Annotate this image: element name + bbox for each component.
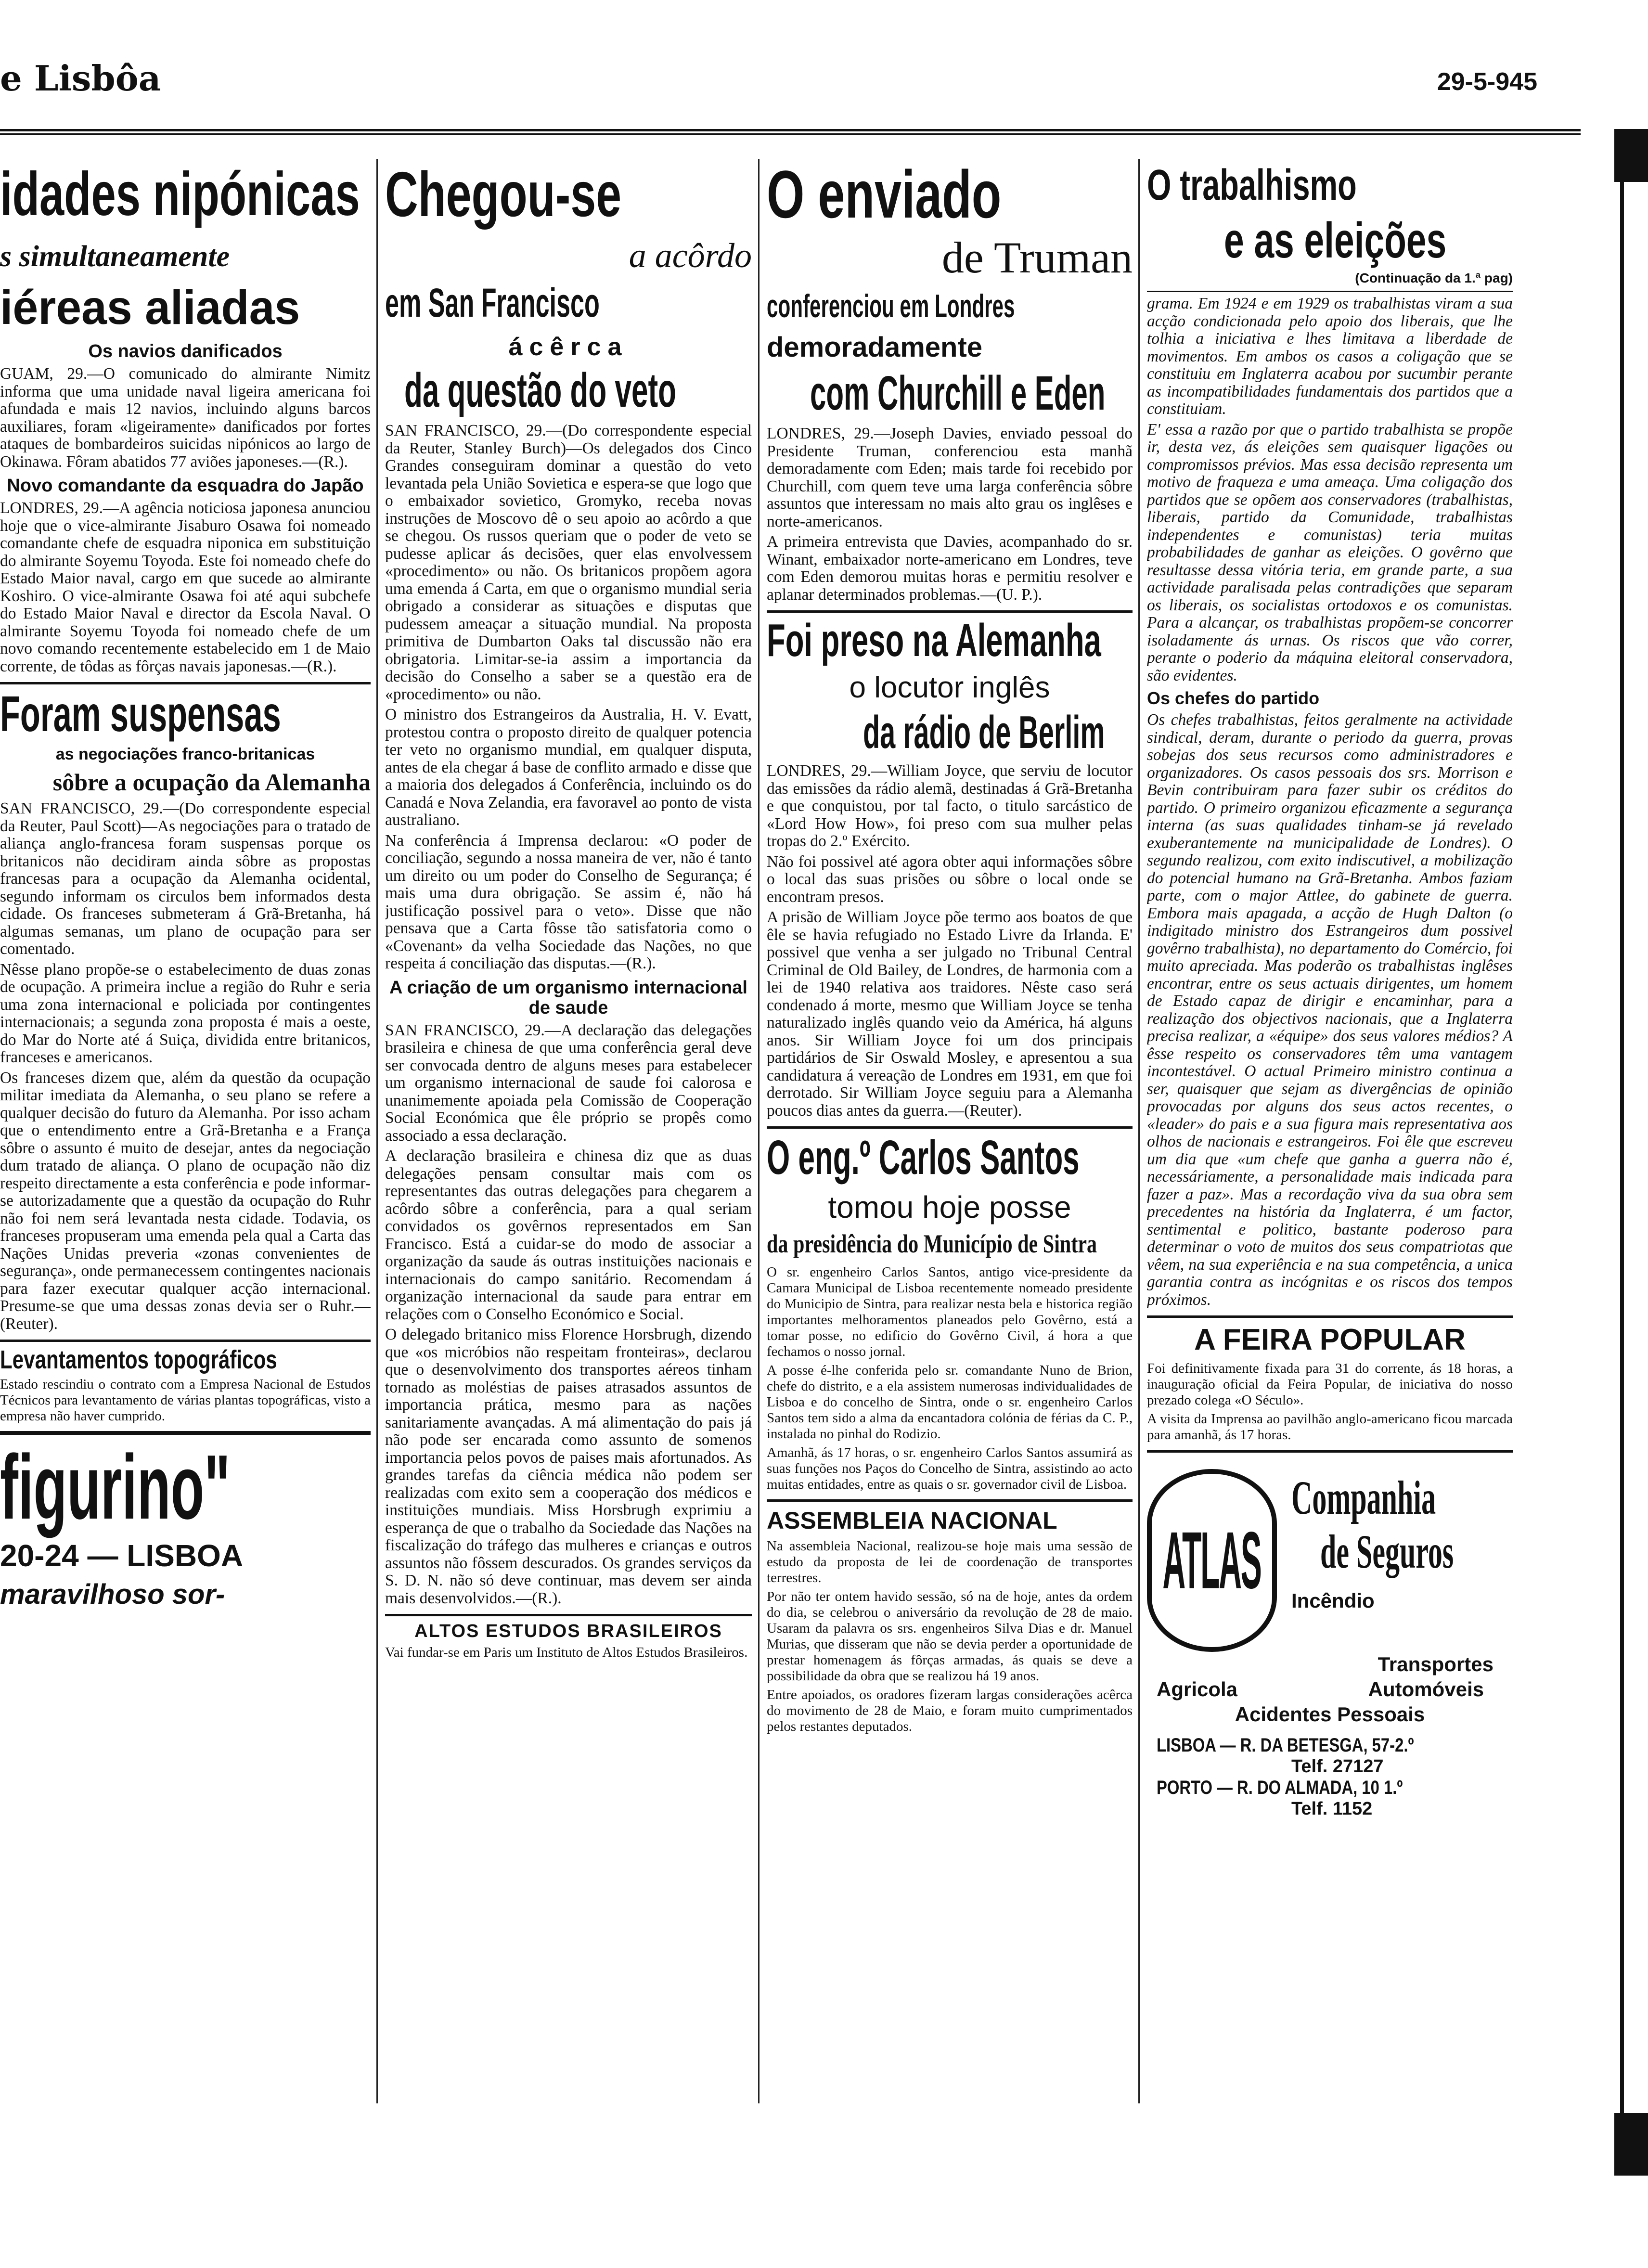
- top-rule: [0, 129, 1581, 135]
- col1-subhead-4: sôbre a ocupação da Alemanha: [52, 769, 371, 796]
- col4-headline-3: A FEIRA POPULAR: [1194, 1323, 1466, 1356]
- atlas-line-automoveis: Automóveis: [1368, 1678, 1484, 1701]
- atlas-line-incendio: Incêndio: [1291, 1589, 1375, 1612]
- col2-kicker: a acôrdo: [629, 236, 752, 275]
- col4-headline: O trabalhismo: [1147, 161, 1357, 209]
- col3-kicker-3: o locutor inglês: [849, 671, 1050, 704]
- col1-ad-title: figurino": [0, 1436, 231, 1538]
- col3-para-2: A primeira entrevista que Davies, acompanhado do sr. Winant, embaixador norte-americano em Londres, teve com Eden demorou muitas horas e permitiu resolver e aplanar determinados problemas.—(U. P.).: [767, 533, 1133, 604]
- col3-headline: O enviado: [767, 159, 1002, 232]
- col1-headline: idades nipónicas: [0, 160, 360, 229]
- col3-para-9: Na assembleia Nacional, realizou-se hoje mais uma sessão de estudo da proposta de lei de coordenação de transportes terrestres.: [767, 1538, 1133, 1585]
- col3-para-7: A posse é-lhe conferida pelo sr. comandante Nuno de Brion, chefe do distrito, e a ela assistem numerosas individualidades de Lisboa e do concelho de Sintra, onde o sr. engenheiro Carlos Santos tem sido a alma da encantadora colónia de férias da C. P., instalada no pinhal do Rodizio.: [767, 1363, 1133, 1442]
- col3-para-1: LONDRES, 29.—Joseph Davies, enviado pessoal do Presidente Truman, conferenciou esta manhã demoradamente com Eden; mais tarde foi recebido por Churchill, com quem teve uma larga conferência sôbre assuntos que interessam no mais alto grau os inglêses e norte-americanos.: [767, 425, 1133, 530]
- col1-para-5: Os franceses dizem que, além da questão da ocupação militar imediata da Alemanha, o seu plano se refere a qualquer decisão do futuro da Alemanha. Por isso acham que o entendimento entre a Grã-Bretanha e a França sôbre o assunto é muito de desejar, antes da negociação dum tratado de aliança. O plano de ocupação não diz respeito directamente a esta conferência e pode informar-se autorizadamente que a questão da ocupação do Ruhr não foi nem será levantada nesta cidade. Todavia, os franceses propuseram uma emenda pela qual a Carta das Nações Unidas preveria «zonas convenientes de segurança», onde permanecessem contingentes nacionais para fazer executar qualquer acção internacional. Presume-se que uma dessas zonas devia ser o Ruhr.—(Reuter).: [0, 1069, 371, 1333]
- issue-date: 29-5-945: [1437, 68, 1537, 96]
- col1-kicker: s simultaneamente: [0, 240, 230, 273]
- atlas-company-name-2: de Seguros: [1320, 1525, 1454, 1578]
- col2-headline-4: ALTOS ESTUDOS BRASILEIROS: [414, 1621, 722, 1641]
- col3-para-3: LONDRES, 29.—William Joyce, que serviu de locutor das emissões da rádio alemã, destinadas á Grã-Bretanha e que conquistou, por tal facto, o titulo sarcástico de «Lord How How», foi preso com sua mulher pelas tropas do 2.º Exército.: [767, 762, 1133, 850]
- col3-headline-5: da rádio de Berlim: [863, 707, 1105, 758]
- col3-para-4: Não foi possivel até agora obter aqui informações sôbre o local das suas prisões ou sôbre o local onde se encontram presos.: [767, 852, 1133, 906]
- atlas-logo: ATLAS: [1147, 1469, 1277, 1652]
- col3-para-11: Entre apoiados, os oradores fizeram largas considerações acêrca do movimento de 28 de Maio, e foram muito cumprimentados pelos restantes deputados.: [767, 1687, 1133, 1734]
- col2-para-1: SAN FRANCISCO, 29.—(Do correspondente especial da Reuter, Stanley Burch)—Os delegados dos Cinco Grandes conseguiram dominar a questão do veto levantada pela União Sovietica e espera-se que logo que o embaixador sovietico, Gromyko, receba novas instruções de Moscovo dê o seu apoio ao acôrdo a que se chegou. Os russos queriam que o poder de veto se pudesse aplicar ás decisões, quer elas envolvessem «procedimento» ou não. Os britanicos propõem agora uma emenda á Carta, em que o organismo mundial seria obrigado a considerar as situações e disputas que pudessem ameaçar a situação mundial. Na proposta primitiva de Dumbarton Oaks tal discussão não era obrigatoria. Limitar-se-ia assim a importancia da decisão do Conselho a saber se a questão era de «procedimento» ou não.: [385, 422, 752, 703]
- col1-subhead-1: Os navios danificados: [88, 341, 283, 361]
- atlas-line-acidentes: Acidentes Pessoais: [1235, 1703, 1425, 1726]
- atlas-address-porto: PORTO — R. DO ALMADA, 10 1.º: [1157, 1777, 1403, 1798]
- col1-para-6: Estado rescindiu o contrato com a Empresa Nacional de Estudos Técnicos para levantamento de várias plantas topográficas, visto a empresa não haver cumprido.: [0, 1377, 371, 1424]
- col3-headline-4: Foi preso na Alemanha: [767, 615, 1101, 666]
- col4-subhead-1: Os chefes do partido: [1147, 688, 1320, 708]
- edge-bar-line: [1620, 182, 1624, 2155]
- col2-headline: Chegou-se: [385, 159, 622, 230]
- column-3: [767, 159, 1133, 2113]
- edge-bar-bottom: [1614, 2113, 1648, 2176]
- atlas-phone-lisboa: Telf. 27127: [1291, 1756, 1384, 1777]
- col4-para-5: A visita da Imprensa ao pavilhão anglo-americano ficou marcada para amanhã, ás 17 horas.: [1147, 1411, 1513, 1443]
- col3-para-10: Por não ter ontem havido sessão, só na de hoje, antes da ordem do dia, se celebrou o aniversário da revolução de 28 de maio. Usaram da palavra os srs. engenheiros Silva Dias e dr. Manuel Murias, que disseram que não se devia perder a oportunidade de prestar homenagem ás fôrças armadas, ás quais se deve a possibilidade da obra que se realizou há 19 anos.: [767, 1589, 1133, 1684]
- col3-headline-3: com Churchill e Eden: [810, 366, 1106, 420]
- atlas-phone-porto: Telf. 1152: [1291, 1799, 1373, 1819]
- col3-headline-2: conferenciou em Londres: [767, 288, 1015, 324]
- column-1: [0, 159, 371, 2113]
- col1-ad-address: 20-24 — LISBOA: [0, 1538, 244, 1573]
- col3-para-8: Amanhã, ás 17 horas, o sr. engenheiro Carlos Santos assumirá as suas funções nos Paços do Concelho de Sintra, assistindo ao acto muitas entidades, entre as quais o sr. governador civil de Lisboa.: [767, 1445, 1133, 1492]
- column-4: [1147, 159, 1513, 2113]
- edge-bar-top: [1614, 129, 1648, 182]
- col4-para-3: Os chefes trabalhistas, feitos geralmente na actividade sindical, deram, durante o periodo da guerra, provas sobejas dos seus recursos como administradores e organizadores. Os casos pessoais dos srs. Morrison e Bevin contribuiram para fazer subir os créditos do partido. O primeiro organizou eficazmente a segurança interna (as suas qualidades tinham-se já revelado exuberantemente na municipalidade de Londres). O segundo realizou, com exito indiscutivel, a mobilização do potencial humano na Grã-Bretanha. Ambos faziam parte, com o major Attlee, do gabinete de guerra. Embora mais apagada, a acção de Hugh Dalton (o indigitado ministro dos Estrangeiros dum possivel govêrno trabalhista), no departamento do Comércio, foi muito apreciada. Mas poderão os trabalhistas inglêses encontrar, entre os seus actuais dirigentes, um homem de Estado capaz de dirigir e encaminhar, para a realização dos objectivos nacionais, que a Inglaterra precisa realizar, a «équipe» dos seus valores médios? A êsse respeito os conservadores têm uma vantagem incontestável. O actual Primeiro ministro continua a ser, quaisquer que sejam as divergências de opinião provocadas por alguns dos seus actos recentes, o «leader» do pais e a sua figura mais representativa aos olhos de nacionais e estrangeiros. Foi êle que escreveu um dia que «um chefe que ganha a guerra não é, necessáriamente, a personalidade mais indicada para fazer a paz». Mas a recordação viva da sua obra sem precedentes na história da Inglaterra, é um factor, sentimental e politico, bastante poderoso para determinar o voto de muitos dos seus compatriotas que vêem, na sua experiência e na sua competência, a unica garantia contra as incógnitas e os riscos dos tempos próximos.: [1147, 711, 1513, 1309]
- column-rule-1: [376, 159, 378, 2103]
- col2-para-5: A declaração brasileira e chinesa diz que as duas delegações pensam consultar mais com os representantes das outras delegações para chegarem a acôrdo sôbre a conferência, para a qual seriam convidados os govêrnos representados em San Francisco. Está a cuidar-se do modo de associar a organização da saude ás outras instituições nacionais e internacionais do campo sanitário. Recomendam á organização internacional da saude para entrar em relações com o Conselho Económico e Social.: [385, 1147, 752, 1323]
- col3-para-5: A prisão de William Joyce põe termo aos boatos de que êle se havia refugiado no Estado Livre da Irlanda. E' possivel que venha a ser julgado no Tribunal Central Criminal de Old Bailey, de Londres, de harmonia com a lei de 1940 relativa aos traidores. Nêste caso será condenado á morte, mesmo que William Joyce se tenha naturalizado inglês quando veio da América, há alguns anos. Sir William Joyce foi um dos principais partidários de Sir Oswald Mosley, e apresentou a sua candidatura á vereação de Londres em 1931, em que foi derrotado. Sir William Joyce seguiu para a Alemanha poucos dias antes da guerra.—(Reuter).: [767, 908, 1133, 1120]
- col4-headline-2: e as eleições: [1224, 213, 1447, 269]
- col1-ad-tagline: maravilhoso sor-: [0, 1579, 225, 1610]
- col2-para-7: Vai fundar-se em Paris um Instituto de Altos Estudos Brasileiros.: [385, 1645, 748, 1660]
- col1-subhead-3: as negociações franco-britanicas: [55, 745, 315, 763]
- col4-para-2: E' essa a razão por que o partido trabalhista se propõe ir, desta vez, ás eleições sem quaisquer ligações ou compromissos prévios. Mas essa decisão representa um motivo de fraqueza e uma ameaça. Uma coligação dos partidos que se opõem aos conservadores (trabalhistas, liberais, partido da Comunidade, trabalhistas independentes e comunistas) teria muitas probabilidades de ganhar as eleições. O govêrno que resultasse dessa vitória teria, em grande parte, a sua actividade paralisada pelas contradições que separam os liberais, os socialistas ortodoxos e os comunistas. Para a alcançar, os trabalhistas propõem-se concorrer isoladamente ás urnas. Os riscos que vão correr, perante o poderio da máquina eleitoral conservadora, são evidentes.: [1147, 420, 1513, 684]
- col1-headline-2: iéreas aliadas: [0, 281, 300, 335]
- col4-para-1: grama. Em 1924 e em 1929 os trabalhistas viram a sua acção condicionada pelo apoio dos liberais, que lhe tolhia a iniciativa e lhes limitava a liberdade de movimentos. Em ambos os casos a coligação que se constituiu em Inglaterra acabou por sucumbir perante as incompatibilidades fundamentais dos partidos que a constituiam.: [1147, 295, 1513, 418]
- col3-kicker-2: demoradamente: [767, 332, 983, 363]
- col3-para-6: O sr. engenheiro Carlos Santos, antigo vice-presidente da Camara Municipal de Lisboa recentemente nomeado presidente do Municipio de Sintra, para realizar nesta bela e historica região importantes melhoramentos planeados pelo Govêrno, está a tomar posse, no edificio do Govêrno Civil, á hora a que fechamos o nosso jornal.: [767, 1264, 1133, 1359]
- col1-para-4: Nêsse plano propõe-se o estabelecimento de duas zonas de ocupação. A primeira inclue a região do Ruhr e seria uma zona internacional e policiada por contingentes internacionais; a segunda zona proposta é mais a oeste, do Mar do Norte até á Suiça, dividida entre britanicos, franceses e americanos.: [0, 960, 371, 1066]
- atlas-line-transportes: Transportes: [1378, 1653, 1494, 1675]
- col3-headline-7: da presidência do Município de Sintra: [767, 1229, 1097, 1258]
- col1-headline-4: Levantamentos topográficos: [0, 1345, 277, 1374]
- col1-para-1: GUAM, 29.—O comunicado do almirante Nimitz informa que uma unidade naval ligeira americana foi afundada e mais 12 navios, incluindo alguns barcos auxiliares, foram «ligeiramente» danificados por fortes ataques de bombardeiros suicidas nipónicos ao largo de Okinawa. Fôram abatidos 77 aviões japoneses.—(R.).: [0, 365, 371, 471]
- col2-headline-2: em San Francisco: [385, 280, 600, 325]
- col4-continuation: (Continuação da 1.ª pag): [1355, 271, 1513, 285]
- col2-para-4: SAN FRANCISCO, 29.—A declaração das delegações brasileira e chinesa de que uma conferência geral deve ser convocada dentro de alguns meses para estabelecer um organismo internacional de saude foi calorosa e unanimemente apoiada pela Comissão de Cooperação Social Económica que êle próprio se propês como associado a essa declaração.: [385, 1021, 752, 1145]
- col1-subhead-2: Novo comandante da esquadra do Japão: [7, 476, 364, 496]
- col1-para-2: LONDRES, 29.—A agência noticiosa japonesa anunciou hoje que o vice-almirante Jisaburo Osawa foi nomeado comandante chefe de esquadra niponica em substituição do almirante Soyemu Toyoda. Este foi nomeado chefe do Estado Maior naval, cargo em que sucede ao almirante Koshiro. O vice-almirante Osawa foi até aqui subchefe do Estado Maior Naval e director da Escola Naval. O almirante Soyemu Toyoda foi nomeado chefe de um novo comando recentemente estabelecido em 1 de Maio corrente, de tôdas as fôrças navais japonesas.—(R.).: [0, 499, 371, 675]
- col2-kicker-2: ácêrca: [508, 333, 629, 361]
- atlas-ad: [1147, 1450, 1513, 1819]
- atlas-address-lisboa: LISBOA — R. DA BETESGA, 57-2.º: [1157, 1735, 1414, 1756]
- column-rule-3: [1138, 159, 1140, 2103]
- column-2: [385, 159, 752, 2113]
- col3-headline-6: O eng.º Carlos Santos: [767, 1131, 1080, 1185]
- col2-subhead-1: A criação de um organismo internacional de saude: [389, 977, 747, 1018]
- col2-headline-3: da questão do veto: [404, 363, 676, 417]
- masthead-title: e Lisbôa: [0, 58, 161, 99]
- col3-headline-8: ASSEMBLEIA NACIONAL: [767, 1507, 1057, 1534]
- atlas-company-name: Companhia: [1291, 1471, 1436, 1524]
- atlas-line-agricola: Agricola: [1157, 1678, 1238, 1701]
- column-rule-2: [758, 159, 760, 2103]
- col1-headline-3: Foram suspensas: [0, 686, 281, 742]
- col2-para-3: Na conferência á Imprensa declarou: «O poder de conciliação, segundo a nossa maneira de ver, não é tanto um direito ou um poder do Conselho de Segurança; é mais uma dura obrigação. Se assim é, não há justificação possivel para o veto». Disse que não pensava que a Carta fôsse tão satisfatoria como o «Covenant» da velha Sociedade das Nações, no que respeita á conciliação das disputas.—(R.).: [385, 831, 752, 972]
- col2-para-2: O ministro dos Estrangeiros da Australia, H. V. Evatt, protestou contra o proposto direito de qualquer potencia ter veto no organismo mundial, em qualquer disputa, antes de ela chegar á base de conflito armado e disse que a maioria dos delegados á Conferência, incluindo os do Canadá e Nova Zelandia, era favoravel ao ponto de vista australiano.: [385, 706, 752, 829]
- col2-para-6: O delegado britanico miss Florence Horsbrugh, dizendo que «os micróbios não respeitam fronteiras», declarou que o desenvolvimento dos transportes aéreos tinham tornado as moléstias de paises atrasados assuntos de importancia prática, mesmo para as nações sanitariamente avançadas. A má alimentação do pais já não pode ser encarada como assunto de somenos importancia pelos povos de paises mais afortunados. As grandes tarefas da ciência médica não podem ser realizadas com exito sem a cooperação dos médicos e instituições mundiais. Miss Horsbrugh exprimiu a esperança de que o trabalho da Sociedade das Nações na fiscalização do tráfego das mulheres e crianças e outros assuntos não fôssem descurados. Os grandes serviços da S. D. N. não só deve continuar, mas devem ser ainda mais desenvolvidos.—(R.).: [385, 1326, 752, 1607]
- col1-para-3: SAN FRANCISCO, 29.—(Do correspondente especial da Reuter, Paul Scott)—As negociações para o tratado de aliança anglo-francesa foram suspensas porque os britanicos não decidiram ainda sôbre as propostas francesas para a ocupação da Alemanha ocidental, segundo informam os circulos bem informados desta cidade. Os franceses submeteram á Grã-Bretanha, há algumas semanas, um plano de ocupação para ser comentado.: [0, 799, 371, 958]
- col4-para-4: Foi definitivamente fixada para 31 do corrente, ás 18 horas, a inauguração oficial da Feira Popular, de iniciativa do nosso prezado colega «O Século».: [1147, 1361, 1513, 1408]
- col3-kicker-4: tomou hoje posse: [828, 1190, 1071, 1224]
- col3-kicker: de Truman: [941, 233, 1133, 282]
- col1-ad: [0, 1431, 371, 1611]
